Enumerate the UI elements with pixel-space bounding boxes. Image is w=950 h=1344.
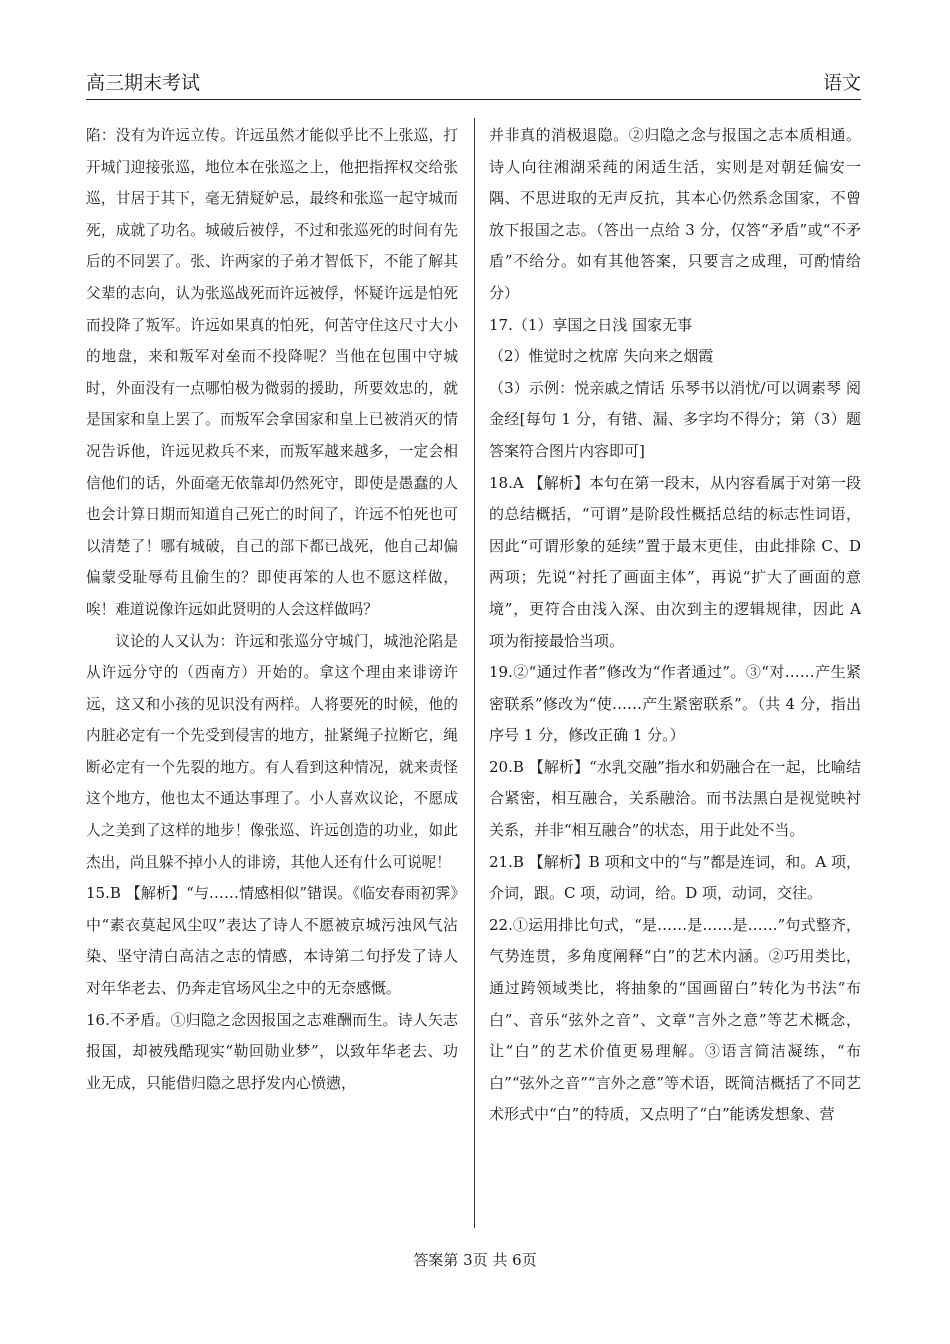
- answer-17-part-3: （3）示例：悦亲戚之情话 乐琴书以消忧/可以调素琴 阅金经[每句 1 分，有错、漏、多字均不得分；第（3）题答案符合图片内容即可]: [489, 378, 861, 460]
- answer-20: 20.B 【解析】“水乳交融”指水和奶融合在一起，比喻结合紧密，相互融合，关系融洽。而书法黑白是视觉映衬关系，并非“相互融合”的状态，用于此处不当。: [489, 757, 861, 840]
- page-footer: [0, 1249, 950, 1270]
- answer-18: 18.A 【解析】本句在第一段末，从内容看属于对第一段的总结概括，“可谓”是阶段性概括总结的标志性词语，因此“可谓形象的延续”置于最末更佳，由此排除 C、D 两项；先说“衬托了画面主体”，再说“扩大了画面的意境”，更符合由浅入深、由次到主的逻辑规律，因此 A 项为衔接最恰当项。: [489, 473, 861, 650]
- answer-17-part-1: 17.（1）享国之日浅 国家无事: [489, 315, 693, 334]
- translation-paragraph-2: 议论的人又认为：许远和张巡分守城门，城池沦陷是从许远分守的（西南方）开始的。拿这个理由来诽谤许远，这又和小孩的见识没有两样。人将要死的时候，他的内脏必定有一个先受到侵害的地方，扯紧绳子拉断它，绳断必定有一个先裂的地方。有人看到这种情况，就来责怪这个地方，他也太不通达事理了。小人喜欢议论，不愿成人之美到了这样的地步！像张巡、许远创造的功业，如此杰出，尚且躲不掉小人的诽谤，其他人还有什么可说呢！: [86, 632, 458, 871]
- subject-label: 语文: [822, 72, 861, 94]
- answer-22: 22.①运用排比句式，“是……是……是……”句式整齐，气势连贯，多角度阐释“白”的艺术内涵。②巧用类比，通过跨领域类比，将抽象的“国画留白”转化为书法“布白”、音乐“弦外之音”、文章“言外之意”等艺术概念，让“白”的艺术价值更易理解。③语言简洁凝练，“布白”“弦外之音”“言外之意”等术语，既简洁概括了不同艺术形式中“白”的特质，又点明了“白”能诱发想象、营: [489, 915, 861, 1124]
- answer-17-part-2: （2）惟觉时之枕席 失向来之烟霞: [489, 347, 714, 366]
- exam-title: 高三期末考试: [86, 72, 201, 94]
- answer-15: 15.B 【解析】“与……情感相似”错误。《临安春雨初霁》中“素衣莫起风尘叹”表达了诗人不愿被京城污浊风气沾染、坚守清白高洁之志的情感，本诗第二句抒发了诗人对年华老去、仍奔走官场风尘之中的无奈感慨。: [86, 884, 458, 998]
- column-divider: [474, 118, 475, 1228]
- page-number: 答案第 3页 共 6页: [413, 1251, 537, 1269]
- right-column: [489, 120, 861, 1210]
- translation-paragraph-1: 陷：没有为许远立传。许远虽然才能似乎比不上张巡，打开城门迎接张巡，地位本在张巡之上，他把指挥权交给张巡，甘居于其下，毫无猜疑妒忌，最终和张巡一起守城而死，成就了功名。城破后被俘，不过和张巡死的时间有先后的不同罢了。张、许两家的子弟才智低下，不能了解其父辈的志向，认为张巡战死而许远被俘，怀疑许远是怕死而投降了叛军。许远如果真的怕死，何苦守住这尺寸大小的地盘，来和叛军对垒而不投降呢？当他在包围中守城时，外面没有一点哪怕极为微弱的援助，所要效忠的，就是国家和皇上罢了。而叛军会拿国家和皇上已被消灭的情况告诉他，许远见救兵不来，而叛军越来越多，一定会相信他们的话，外面毫无依靠却仍然死守，即使是愚蠢的人也会计算日期而知道自己死亡的时间了，许远不怕死也可以清楚了！哪有城破，自己的部下都已战死，他自己却偏偏蒙受耻辱苟且偷生的？即使再笨的人也不愿这样做，唉！难道说像许远如此贤明的人会这样做吗？: [86, 127, 458, 618]
- page-header: [86, 68, 861, 100]
- answer-19: 19.②“通过作者”修改为“作者通过”。③“对……产生紧密联系”修改为“使……产生紧密联系”。（共 4 分，指出序号 1 分，修改正确 1 分。）: [489, 663, 861, 745]
- answer-21: 21.B 【解析】B 项和文中的“与”都是连词，和。A 项，介词，跟。C 项，动词，给。D 项，动词，交往。: [489, 852, 861, 903]
- left-column: [86, 120, 458, 1210]
- answer-16-continued: 并非真的消极退隐。②归隐之念与报国之志本质相通。诗人向往湘湖采莼的闲适生活，实则是对朝廷偏安一隅、不思进取的无声反抗，其本心仍然系念国家，不曾放下报国之志。（答出一点给 3 分，仅答“矛盾”或“不矛盾”不给分。如有其他答案，只要言之成理，可酌情给分）: [489, 126, 861, 302]
- answer-16: 16.不矛盾。①归隐之念因报国之志难酬而生。诗人矢志报国，却被残酷现实“勒回勋业梦”，以致年华老去、功业无成，只能借归隐之思抒发内心愤懑，: [86, 1010, 458, 1092]
- header-rule: [86, 99, 861, 100]
